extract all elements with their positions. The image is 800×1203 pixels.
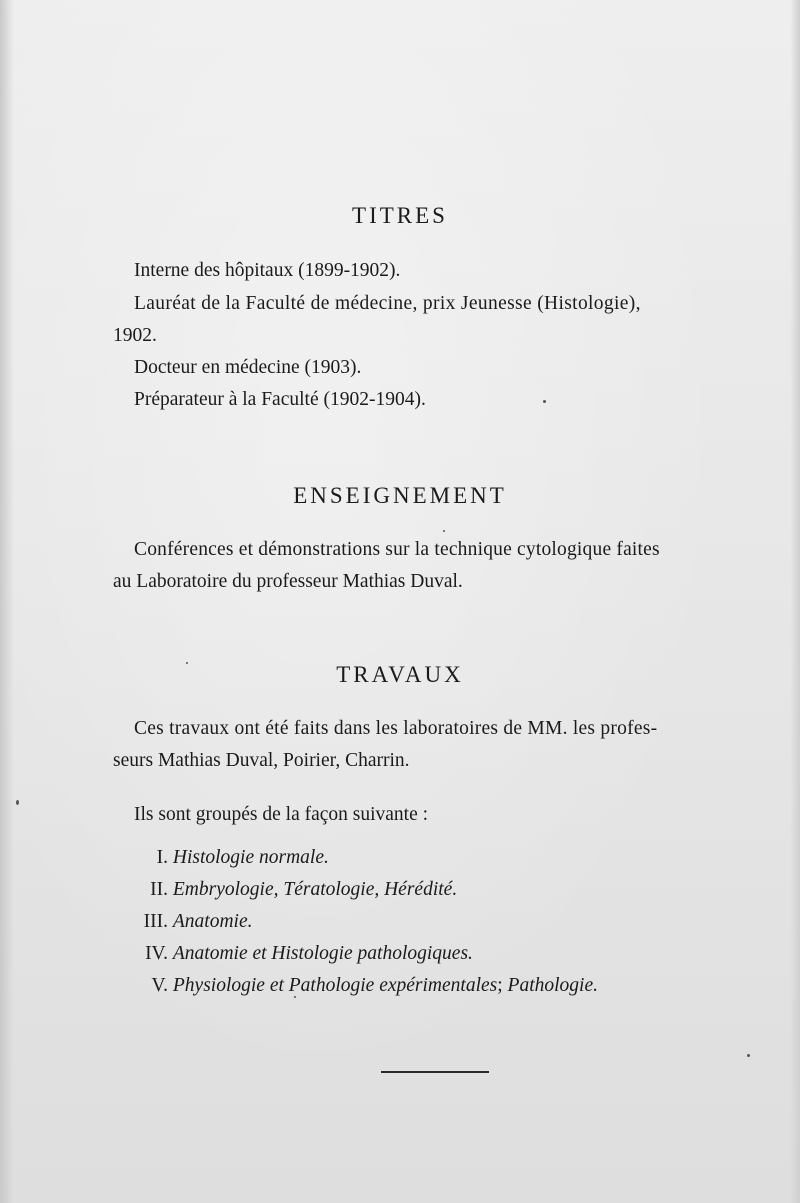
section-heading-travaux: TRAVAUX xyxy=(336,662,464,687)
list-item-number: II. xyxy=(150,879,168,900)
list-item xyxy=(130,847,329,869)
travaux-para2: Ils sont groupés de la façon suivante : xyxy=(134,804,429,825)
titres-line-laureat-year: 1902. xyxy=(113,325,157,346)
list-item-label: Physiologie et Pathologie expérimentales xyxy=(172,975,498,996)
list-item-number: I. xyxy=(156,847,168,868)
print-speck xyxy=(747,1054,750,1057)
print-speck xyxy=(186,662,188,664)
list-item xyxy=(130,943,473,965)
list-item-number: III. xyxy=(143,911,168,932)
titres-line-preparateur: Préparateur à la Faculté (1902-1904). xyxy=(134,389,426,410)
titres-line-laureat xyxy=(134,293,752,315)
list-item-label: Anatomie. xyxy=(172,911,253,932)
list-item-label: Histologie normale. xyxy=(172,847,329,868)
list-item-number: V. xyxy=(151,975,168,996)
list-item xyxy=(130,975,598,997)
list-item-label: Embryologie, Tératologie, Hérédité. xyxy=(172,879,458,900)
enseignement-line-2: au Laboratoire du professeur Mathias Duval. xyxy=(113,571,463,592)
list-item xyxy=(130,911,252,933)
section-heading-enseignement: ENSEIGNEMENT xyxy=(293,483,507,508)
print-speck xyxy=(543,400,546,403)
print-speck xyxy=(443,530,445,532)
enseignement-line-1: Conférences et démonstrations sur la technique cytologique faites xyxy=(134,539,660,560)
print-speck xyxy=(294,996,296,998)
print-speck xyxy=(16,800,19,805)
laureat-text: Lauréat de la Faculté de médecine, prix Jeunesse (Histologie), xyxy=(134,293,641,314)
section-heading-titres: TITRES xyxy=(352,203,448,228)
travaux-para1-line2: seurs Mathias Duval, Poirier, Charrin. xyxy=(113,750,410,771)
list-item-label: Pathologie. xyxy=(507,975,598,996)
titres-line-internat: Interne des hôpitaux (1899-1902). xyxy=(134,260,401,281)
travaux-para1-line1: Ces travaux ont été faits dans les laboratoires de MM. les profes- xyxy=(134,718,658,739)
list-item-number: IV. xyxy=(145,943,168,964)
titres-line-doctorat: Docteur en médecine (1903). xyxy=(134,357,362,378)
list-item-label: Anatomie et Histologie pathologiques. xyxy=(172,943,473,964)
closing-rule xyxy=(381,1071,489,1073)
list-item-separator: ; xyxy=(497,975,508,996)
list-item xyxy=(130,879,457,901)
